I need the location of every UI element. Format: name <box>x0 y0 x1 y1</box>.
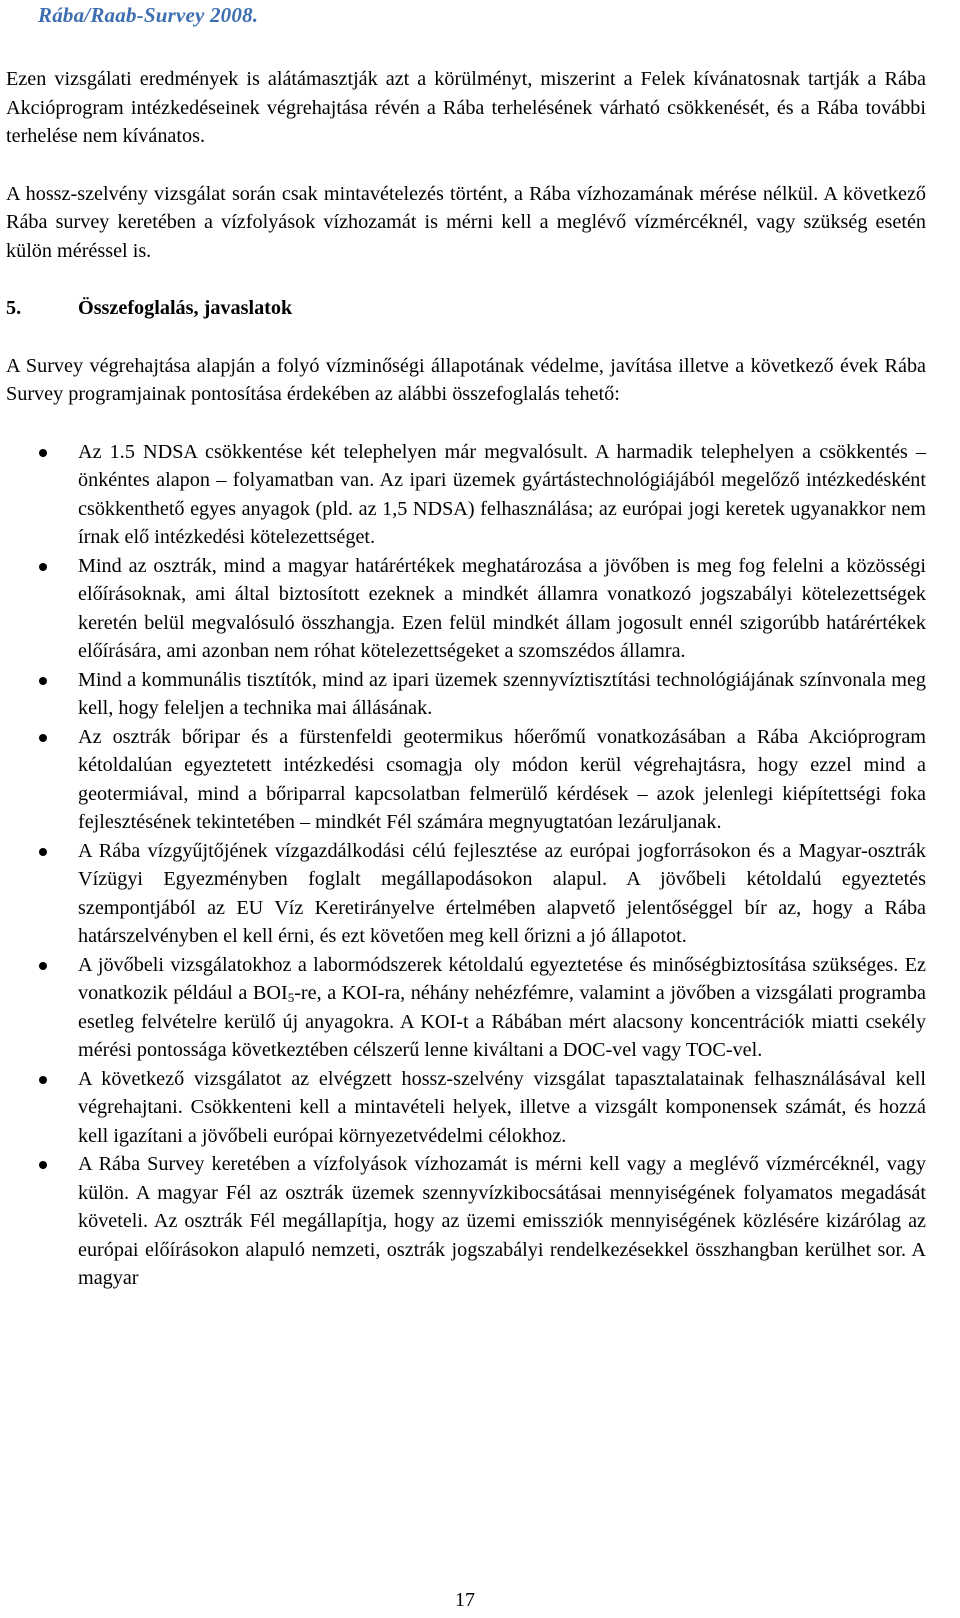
document-body <box>6 65 926 1293</box>
subscript: 5 <box>287 990 295 1005</box>
list-item-text-part: A jövőbeli vizsgálatokhoz a labormódszerek kétoldalú egyeztetése és minőségbiztosítása szükséges. Ez vonatkozik például a BOI <box>78 953 926 1004</box>
paragraph-longitudinal-survey: A hossz-szelvény vizsgálat során csak mintavételezés történt, a Rába vízhozamának mérése nélkül. A következő Rába survey keretében a vízfolyások vízhozamát is mérni kell a meglévő vízmércéknél, vagy szükség esetén külön méréssel is. <box>6 182 926 262</box>
bullet-icon <box>39 1161 47 1169</box>
list-item <box>6 951 926 1065</box>
list-item <box>6 552 926 666</box>
page-number: 17 <box>455 1589 475 1611</box>
recommendation-list <box>6 438 926 1293</box>
list-item-text: A következő vizsgálatot az elvégzett hossz-szelvény vizsgálat tapasztalatainak felhasználásával kell végrehajtani. Csökkenteni kell a mintavételi helyek, illetve a vizsgált komponensek számát, és hozzá kell igazítani a jövőbeli európai környezetvédelmi célokhoz. <box>78 1067 926 1147</box>
section-number: 5. <box>6 297 22 319</box>
bullet-icon <box>39 563 47 571</box>
section-intro: A Survey végrehajtása alapján a folyó vízminőségi állapotának védelme, javítása illetve a következő évek Rába Survey programjainak pontosítása érdekében az alábbi összefoglalás tehető: <box>6 354 926 405</box>
list-item-text: Az 1.5 NDSA csökkentése két telephelyen már megvalósult. A harmadik telephelyen a csökkentés – önkéntes alapon – folyamatban van. Az ipari üzemek gyártástechnológiájából megelőző intézkedésként csökkenthető egyes anyagok (pld. az 1,5 NDSA) felhasználása; az európai jogi keretek ugyanakkor nem írnak elő intézkedési kötelezettséget. <box>78 440 926 548</box>
bullet-icon <box>39 734 47 742</box>
section-title: Összefoglalás, javaslatok <box>78 297 293 319</box>
list-item <box>6 1150 926 1293</box>
paragraph-results: Ezen vizsgálati eredmények is alátámasztják azt a körülményt, miszerint a Felek kívánatosnak tartják a Rába Akcióprogram intézkedéseinek végrehajtása révén a Rába terhelésének várható csökkenését, és a Rába további terhelése nem kívánatos. <box>6 68 926 147</box>
list-item-text: A Rába vízgyűjtőjének vízgazdálkodási célú fejlesztése az európai jogforrásokon és a Magyar-osztrák Vízügyi Egyezményben foglalt megállapodásokon alapul. A jövőbeli kétoldalú egyeztetés szempontjából az EU Víz Keretirányelve értelmében alapvető jelentőséggel bír az, hogy a Rába határszelvényben el kell érni, és ezt követően meg kell őrizni a jó állapotot. <box>78 839 926 947</box>
list-item <box>6 837 926 951</box>
bullet-icon <box>39 1076 47 1084</box>
bullet-icon <box>39 449 47 457</box>
running-header: Rába/Raab-Survey 2008. <box>38 3 259 27</box>
list-item-text: Az osztrák bőripar és a fürstenfeldi geotermikus hőerőmű vonatkozásában a Rába Akcióprogram kétoldalúan egyeztetett intézkedési csomagja oly módon kerül végrehajtásra, hogy ezzel mind a geotermiával, mind a bőriparral kapcsolatban felmerülő kérdések – azok jelenlegi kiépítettségi foka fejlesztésének tekintetében – mindkét Fél számára megnyugtatóan lezáruljanak. <box>78 725 926 833</box>
list-item <box>6 666 926 723</box>
list-item-text: A Rába Survey keretében a vízfolyások vízhozamát is mérni kell vagy a meglévő vízmércéknél, vagy külön. A magyar Fél az osztrák üzemek szennyvízkibocsátásai mennyiségének folyamatos megadását követeli. Az osztrák Fél megállapítja, hogy az üzemi emissziók mennyiségének közlésére kizárólag az európai előírásokon alapuló nemzeti, osztrák jogszabályi rendelkezésekkel összhangban kerülhet sor. A magyar <box>78 1153 926 1289</box>
list-item-text <box>78 954 926 1062</box>
list-item-text: Mind az osztrák, mind a magyar határértékek meghatározása a jövőben is meg fog felelni a közösségi előírásoknak, ami által biztosított ezeknek a mindkét államra vonatkozó jogszabályi kötelezettségek keretén belül megvalósuló összhangja. Ezen felül mindkét állam jogosult ennél szigorúbb határértékek előírására, ami azonban nem róhat kötelezettségeket a szomszédos államra. <box>78 554 926 662</box>
list-item-text-part: -re, a KOI-ra, néhány nehézfémre, valamint a jövőben a vizsgálati programba esetleg felvételre kerülő új anyagokra. A KOI-t a Rábában mért alacsony koncentrációk miatti csekély mérési pontossága következtében célszerű lenne kiváltani a DOC-vel vagy TOC-vel. <box>78 982 926 1061</box>
section-heading <box>6 294 926 323</box>
list-item-text: Mind a kommunális tisztítók, mind az ipari üzemek szennyvíztisztítási technológiájának színvonala meg kell, hogy feleljen a technika mai állásának. <box>78 668 926 719</box>
list-item <box>6 1065 926 1151</box>
list-item <box>6 723 926 837</box>
bullet-icon <box>39 848 47 856</box>
bullet-icon <box>39 962 47 970</box>
list-item <box>6 438 926 552</box>
bullet-icon <box>39 677 47 685</box>
